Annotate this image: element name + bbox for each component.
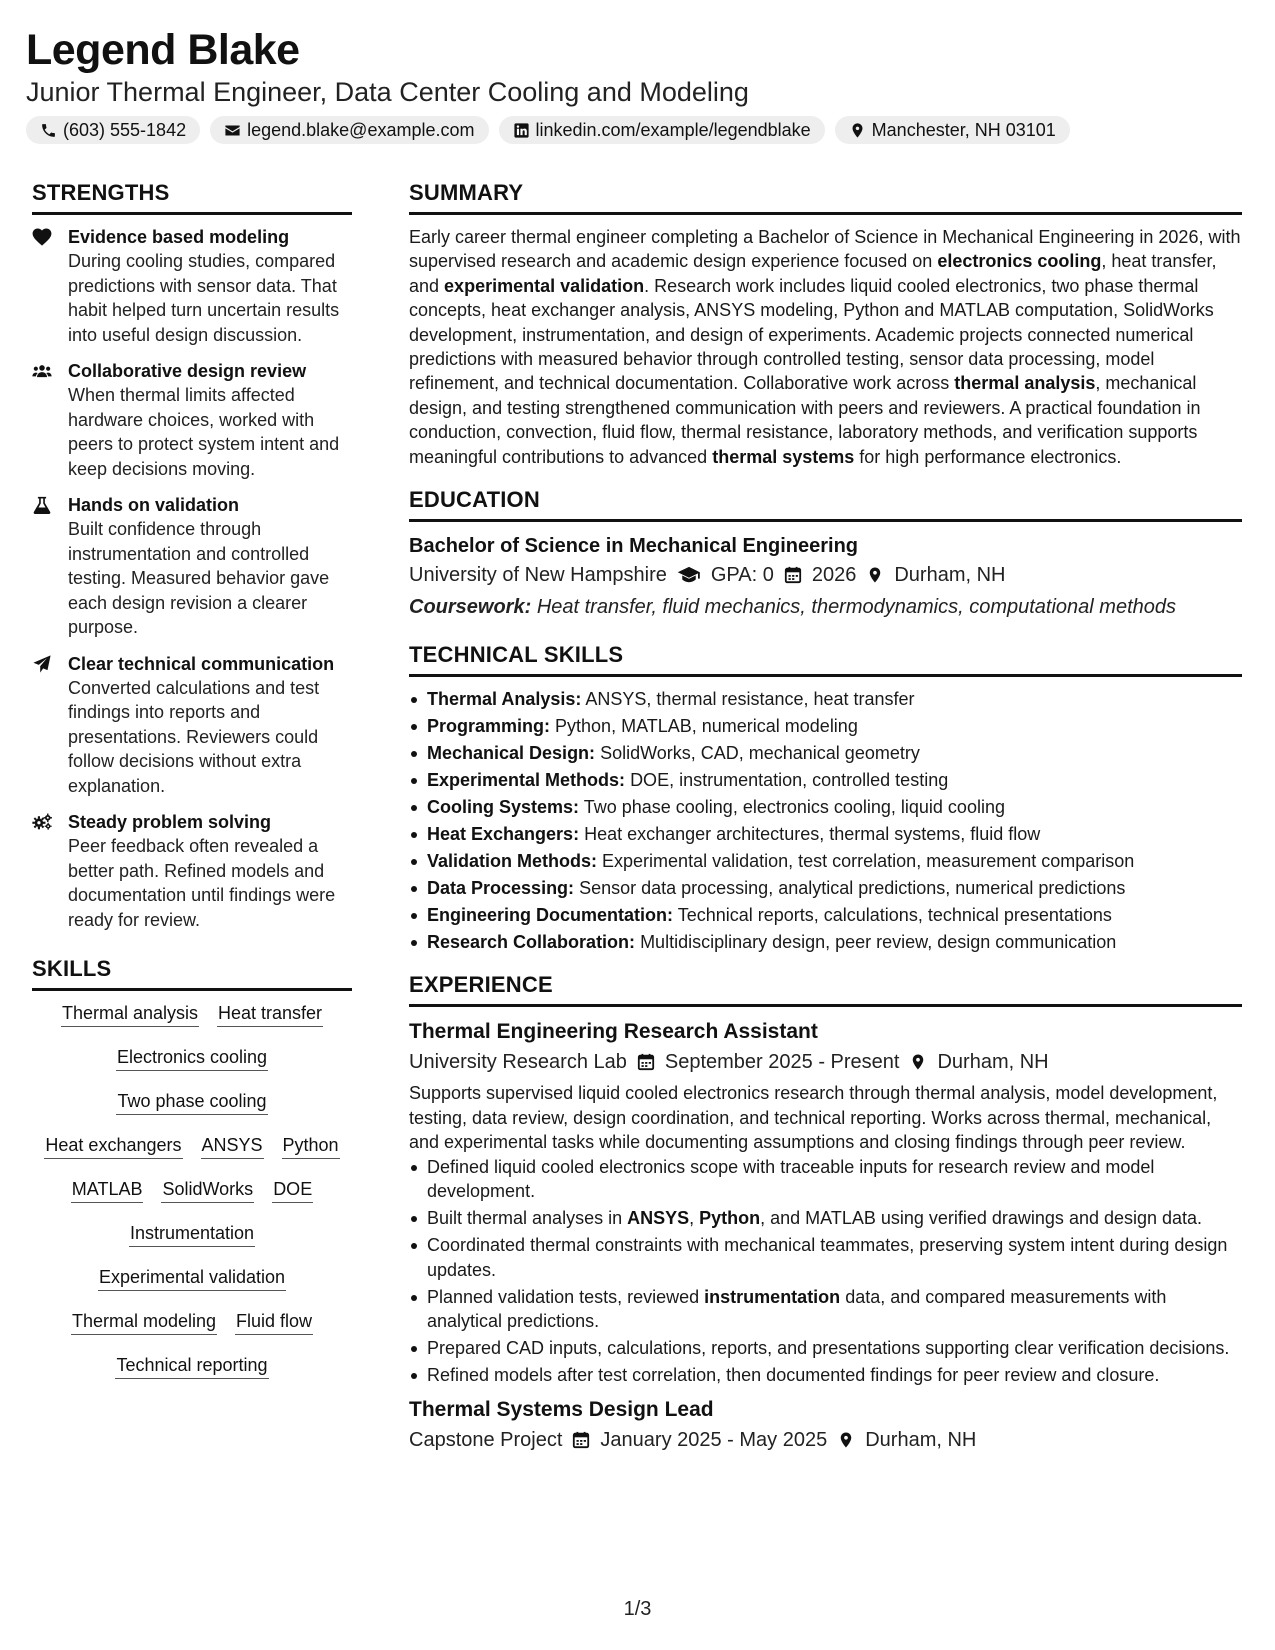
strength-item bbox=[32, 810, 352, 932]
strengths-heading: STRENGTHS bbox=[32, 178, 352, 215]
contact-location[interactable] bbox=[835, 116, 1070, 144]
technical-skill-label: Programming: bbox=[427, 716, 551, 737]
job-bullet-bold: ANSYS bbox=[627, 1208, 690, 1229]
technical-skill-value: Experimental validation, test correlation, measurement comparison bbox=[602, 851, 1135, 872]
contact-email-text: legend.blake@example.com bbox=[247, 119, 475, 140]
technical-skill-item bbox=[409, 741, 1242, 765]
calendar-icon bbox=[572, 1431, 590, 1449]
skill-row bbox=[32, 1089, 352, 1115]
users-icon bbox=[32, 362, 52, 380]
skill-row bbox=[32, 1309, 352, 1335]
paper-plane-icon bbox=[32, 655, 52, 673]
education-heading: EDUCATION bbox=[409, 485, 1242, 522]
experience-entry bbox=[409, 1017, 1242, 1387]
job-bullet-text: data, and compared measurements with analytical predictions. bbox=[427, 1286, 1167, 1331]
contact-phone-text: (603) 555-1842 bbox=[63, 119, 187, 140]
job-title: Thermal Systems Design Lead bbox=[409, 1398, 714, 1422]
strength-title: Evidence based modeling bbox=[68, 227, 290, 247]
skill-tag: Electronics cooling bbox=[116, 1045, 268, 1071]
skill-tag: Thermal analysis bbox=[61, 1001, 199, 1027]
strength-title: Hands on validation bbox=[68, 495, 240, 515]
envelope-icon bbox=[224, 122, 241, 139]
skill-tag: Fluid flow bbox=[235, 1309, 313, 1335]
job-bullets bbox=[409, 1155, 1242, 1388]
skill-tag: Python bbox=[282, 1133, 340, 1159]
summary-bold: thermal analysis bbox=[954, 373, 1096, 394]
technical-skill-value: DOE, instrumentation, controlled testing bbox=[630, 770, 949, 791]
skill-row bbox=[32, 1353, 352, 1379]
strength-title: Clear technical communication bbox=[68, 653, 335, 674]
job-organization: Capstone Project bbox=[409, 1429, 563, 1452]
technical-skill-label: Thermal Analysis: bbox=[427, 689, 582, 710]
technical-skill-label: Mechanical Design: bbox=[427, 743, 596, 764]
technical-skill-label: Data Processing: bbox=[427, 878, 575, 899]
skill-row bbox=[32, 1177, 352, 1203]
job-bullet bbox=[409, 1155, 1242, 1204]
strength-description: When thermal limits affected hardware choices, worked with peers to protect system intent and keep decisions moving. bbox=[68, 385, 340, 479]
job-bullet-text: Planned validation tests, reviewed bbox=[427, 1286, 705, 1307]
map-pin-icon bbox=[909, 1053, 927, 1071]
phone-icon bbox=[40, 122, 57, 139]
skill-row bbox=[32, 1045, 352, 1071]
skill-tag: Instrumentation bbox=[129, 1221, 255, 1247]
job-bullet bbox=[409, 1206, 1242, 1230]
job-bullet-bold: instrumentation bbox=[704, 1286, 841, 1307]
job-meta bbox=[409, 1425, 1242, 1455]
summary-text: , heat transfer, and bbox=[409, 251, 1217, 296]
job-organization: University Research Lab bbox=[409, 1051, 627, 1074]
skill-row bbox=[32, 1265, 352, 1291]
technical-skill-value: Python, MATLAB, numerical modeling bbox=[555, 716, 858, 737]
education-meta bbox=[409, 560, 1242, 590]
candidate-name: Legend Blake bbox=[26, 26, 300, 74]
strength-description: During cooling studies, compared predictions with sensor data. That habit helped turn uncertain results into useful design discussion. bbox=[68, 251, 340, 345]
technical-skill-item bbox=[409, 903, 1242, 927]
job-bullet bbox=[409, 1285, 1242, 1334]
technical-skill-label: Experimental Methods: bbox=[427, 770, 626, 791]
job-dates: January 2025 - May 2025 bbox=[600, 1429, 828, 1452]
skill-tag: Heat exchangers bbox=[44, 1133, 182, 1159]
right-column bbox=[409, 178, 1242, 1455]
technical-skill-label: Engineering Documentation: bbox=[427, 905, 674, 926]
skill-row bbox=[32, 1133, 352, 1159]
contact-linkedin-text: linkedin.com/example/legendblake bbox=[535, 119, 811, 140]
job-summary: Supports supervised liquid cooled electronics research through thermal analysis, model development, testing, data review, design coordination, and technical reporting. Works across thermal, mechanical, and experimental tasks while documenting assumptions and closing findings through peer review. bbox=[409, 1083, 1218, 1153]
strength-item bbox=[32, 493, 352, 640]
technical-skill-item bbox=[409, 930, 1242, 954]
summary-bold: experimental validation bbox=[444, 275, 645, 296]
job-bullet bbox=[409, 1233, 1242, 1282]
experience-heading: EXPERIENCE bbox=[409, 970, 1242, 1007]
summary-text: for high performance electronics. bbox=[854, 446, 1122, 467]
technical-skill-item bbox=[409, 714, 1242, 738]
job-meta bbox=[409, 1047, 1242, 1077]
technical-skills-list bbox=[409, 687, 1242, 954]
technical-skill-value: ANSYS, thermal resistance, heat transfer bbox=[585, 689, 915, 710]
skill-tag: Experimental validation bbox=[98, 1265, 286, 1291]
job-bullet bbox=[409, 1336, 1242, 1360]
job-title: Thermal Engineering Research Assistant bbox=[409, 1020, 818, 1044]
strength-description: Converted calculations and test findings into reports and presentations. Reviewers could follow decisions without extra explanation. bbox=[68, 677, 320, 796]
skill-tag: Two phase cooling bbox=[116, 1089, 267, 1115]
technical-skill-value: Sensor data processing, analytical predictions, numerical predictions bbox=[579, 878, 1126, 899]
summary-text: . Research work includes liquid cooled electronics, two phase thermal concepts, heat exchanger analysis, ANSYS modeling, Python and MATLAB computation, SolidWorks development, instrumentation, and design of experiments. Academic projects connected numerical predictions with measured behavior through controlled testing, sensor data processing, model refinement, and technical documentation. Collaborative work across bbox=[409, 275, 1214, 394]
technical-skill-value: Multidisciplinary design, peer review, design communication bbox=[640, 932, 1117, 953]
heart-icon bbox=[32, 228, 52, 246]
graduation-year: 2026 bbox=[811, 564, 857, 587]
skill-row bbox=[32, 1221, 352, 1247]
gears-icon bbox=[32, 813, 52, 831]
experience-entry bbox=[409, 1395, 1242, 1455]
flask-icon bbox=[32, 496, 52, 514]
summary-text bbox=[409, 225, 1242, 469]
summary-text: , mechanical design, and testing strengthened communication with peers and reviewers. A practical foundation in conduction, convection, fluid flow, thermal resistance, laboratory methods, and verification supports meaningful contributions to advanced bbox=[409, 373, 1201, 467]
gpa-value: GPA: 0 bbox=[710, 564, 774, 587]
technical-skill-value: Technical reports, calculations, technical presentations bbox=[677, 905, 1112, 926]
job-bullet-text: Built thermal analyses in bbox=[427, 1208, 628, 1229]
contact-email[interactable] bbox=[210, 116, 488, 144]
technical-skills-heading: TECHNICAL SKILLS bbox=[409, 640, 1242, 677]
skill-tag: SolidWorks bbox=[161, 1177, 254, 1203]
job-bullet bbox=[409, 1363, 1242, 1387]
summary-heading: SUMMARY bbox=[409, 178, 1242, 215]
job-bullet-text: Prepared CAD inputs, calculations, reports, and presentations supporting clear verification decisions. bbox=[427, 1337, 1230, 1358]
job-bullet-text: Defined liquid cooled electronics scope with traceable inputs for research review and model development. bbox=[427, 1156, 1155, 1202]
coursework-text: Heat transfer, fluid mechanics, thermodynamics, computational methods bbox=[536, 596, 1177, 619]
technical-skill-item bbox=[409, 849, 1242, 873]
strength-description: Built confidence through instrumentation and controlled testing. Measured behavior gave each design revision a clearer purpose. bbox=[68, 519, 330, 637]
technical-skill-item bbox=[409, 876, 1242, 900]
map-pin-icon bbox=[837, 1431, 855, 1449]
job-bullet-text: Coordinated thermal constraints with mechanical teammates, preserving system intent during design updates. bbox=[427, 1235, 1228, 1280]
skill-tag: DOE bbox=[272, 1177, 313, 1203]
job-bullet-text: , and MATLAB using verified drawings and design data. bbox=[760, 1208, 1203, 1229]
technical-skill-value: SolidWorks, CAD, mechanical geometry bbox=[600, 743, 920, 764]
contact-location-text: Manchester, NH 03101 bbox=[871, 119, 1056, 140]
experience-list bbox=[409, 1017, 1242, 1455]
strength-item bbox=[32, 359, 352, 481]
job-bullet-text: Refined models after test correlation, then documented findings for peer review and closure. bbox=[427, 1364, 1160, 1385]
calendar-icon bbox=[784, 566, 802, 584]
candidate-title: Junior Thermal Engineer, Data Center Cooling and Modeling bbox=[26, 77, 749, 107]
technical-skill-label: Research Collaboration: bbox=[427, 932, 636, 953]
job-location: Durham, NH bbox=[937, 1051, 1049, 1074]
job-bullet-bold: Python bbox=[699, 1208, 761, 1229]
summary-text: Early career thermal engineer completing a Bachelor of Science in Mechanical Engineering in 2026, with supervised research and academic design experience focused on bbox=[409, 227, 1241, 272]
summary-bold: thermal systems bbox=[712, 446, 855, 467]
skill-tag: Thermal modeling bbox=[71, 1309, 217, 1335]
resume-header bbox=[26, 26, 1249, 144]
technical-skill-label: Heat Exchangers: bbox=[427, 824, 580, 845]
skill-row bbox=[32, 1001, 352, 1027]
contact-phone[interactable] bbox=[26, 116, 200, 144]
left-column bbox=[32, 178, 352, 1397]
job-dates: September 2025 - Present bbox=[664, 1051, 900, 1074]
strength-item bbox=[32, 225, 352, 347]
page-number: 1/3 bbox=[623, 1598, 652, 1620]
calendar-icon bbox=[637, 1053, 655, 1071]
education-location: Durham, NH bbox=[894, 564, 1006, 587]
strength-item bbox=[32, 652, 352, 799]
degree-title: Bachelor of Science in Mechanical Engineering bbox=[409, 535, 859, 558]
skills-cloud bbox=[32, 1001, 352, 1379]
contact-bar bbox=[26, 116, 1249, 144]
skill-tag: Technical reporting bbox=[115, 1353, 268, 1379]
technical-skill-label: Cooling Systems: bbox=[427, 797, 580, 818]
linkedin-icon bbox=[513, 122, 530, 139]
skill-tag: MATLAB bbox=[71, 1177, 144, 1203]
coursework-line bbox=[409, 592, 1242, 622]
technical-skill-item bbox=[409, 822, 1242, 846]
summary-bold: electronics cooling bbox=[937, 251, 1102, 272]
skill-tag: ANSYS bbox=[201, 1133, 264, 1159]
school-name: University of New Hampshire bbox=[409, 564, 667, 587]
strength-title: Collaborative design review bbox=[68, 361, 307, 381]
job-location: Durham, NH bbox=[865, 1429, 977, 1452]
coursework-label: Coursework: bbox=[409, 596, 532, 619]
technical-skill-item bbox=[409, 768, 1242, 792]
contact-linkedin[interactable] bbox=[499, 116, 825, 144]
technical-skill-value: Heat exchanger architectures, thermal systems, fluid flow bbox=[584, 824, 1041, 845]
graduation-cap-icon bbox=[677, 566, 701, 584]
strength-description: Peer feedback often revealed a better path. Refined models and documentation until findings were ready for review. bbox=[68, 836, 336, 930]
technical-skill-label: Validation Methods: bbox=[427, 851, 598, 872]
map-pin-icon bbox=[866, 566, 884, 584]
map-pin-icon bbox=[849, 122, 866, 139]
technical-skill-item bbox=[409, 795, 1242, 819]
skills-heading: SKILLS bbox=[32, 954, 352, 991]
strength-title: Steady problem solving bbox=[68, 812, 272, 832]
skill-tag: Heat transfer bbox=[217, 1001, 323, 1027]
technical-skill-item bbox=[409, 687, 1242, 711]
job-bullet-text: , bbox=[689, 1208, 700, 1229]
technical-skill-value: Two phase cooling, electronics cooling, liquid cooling bbox=[583, 797, 1005, 818]
